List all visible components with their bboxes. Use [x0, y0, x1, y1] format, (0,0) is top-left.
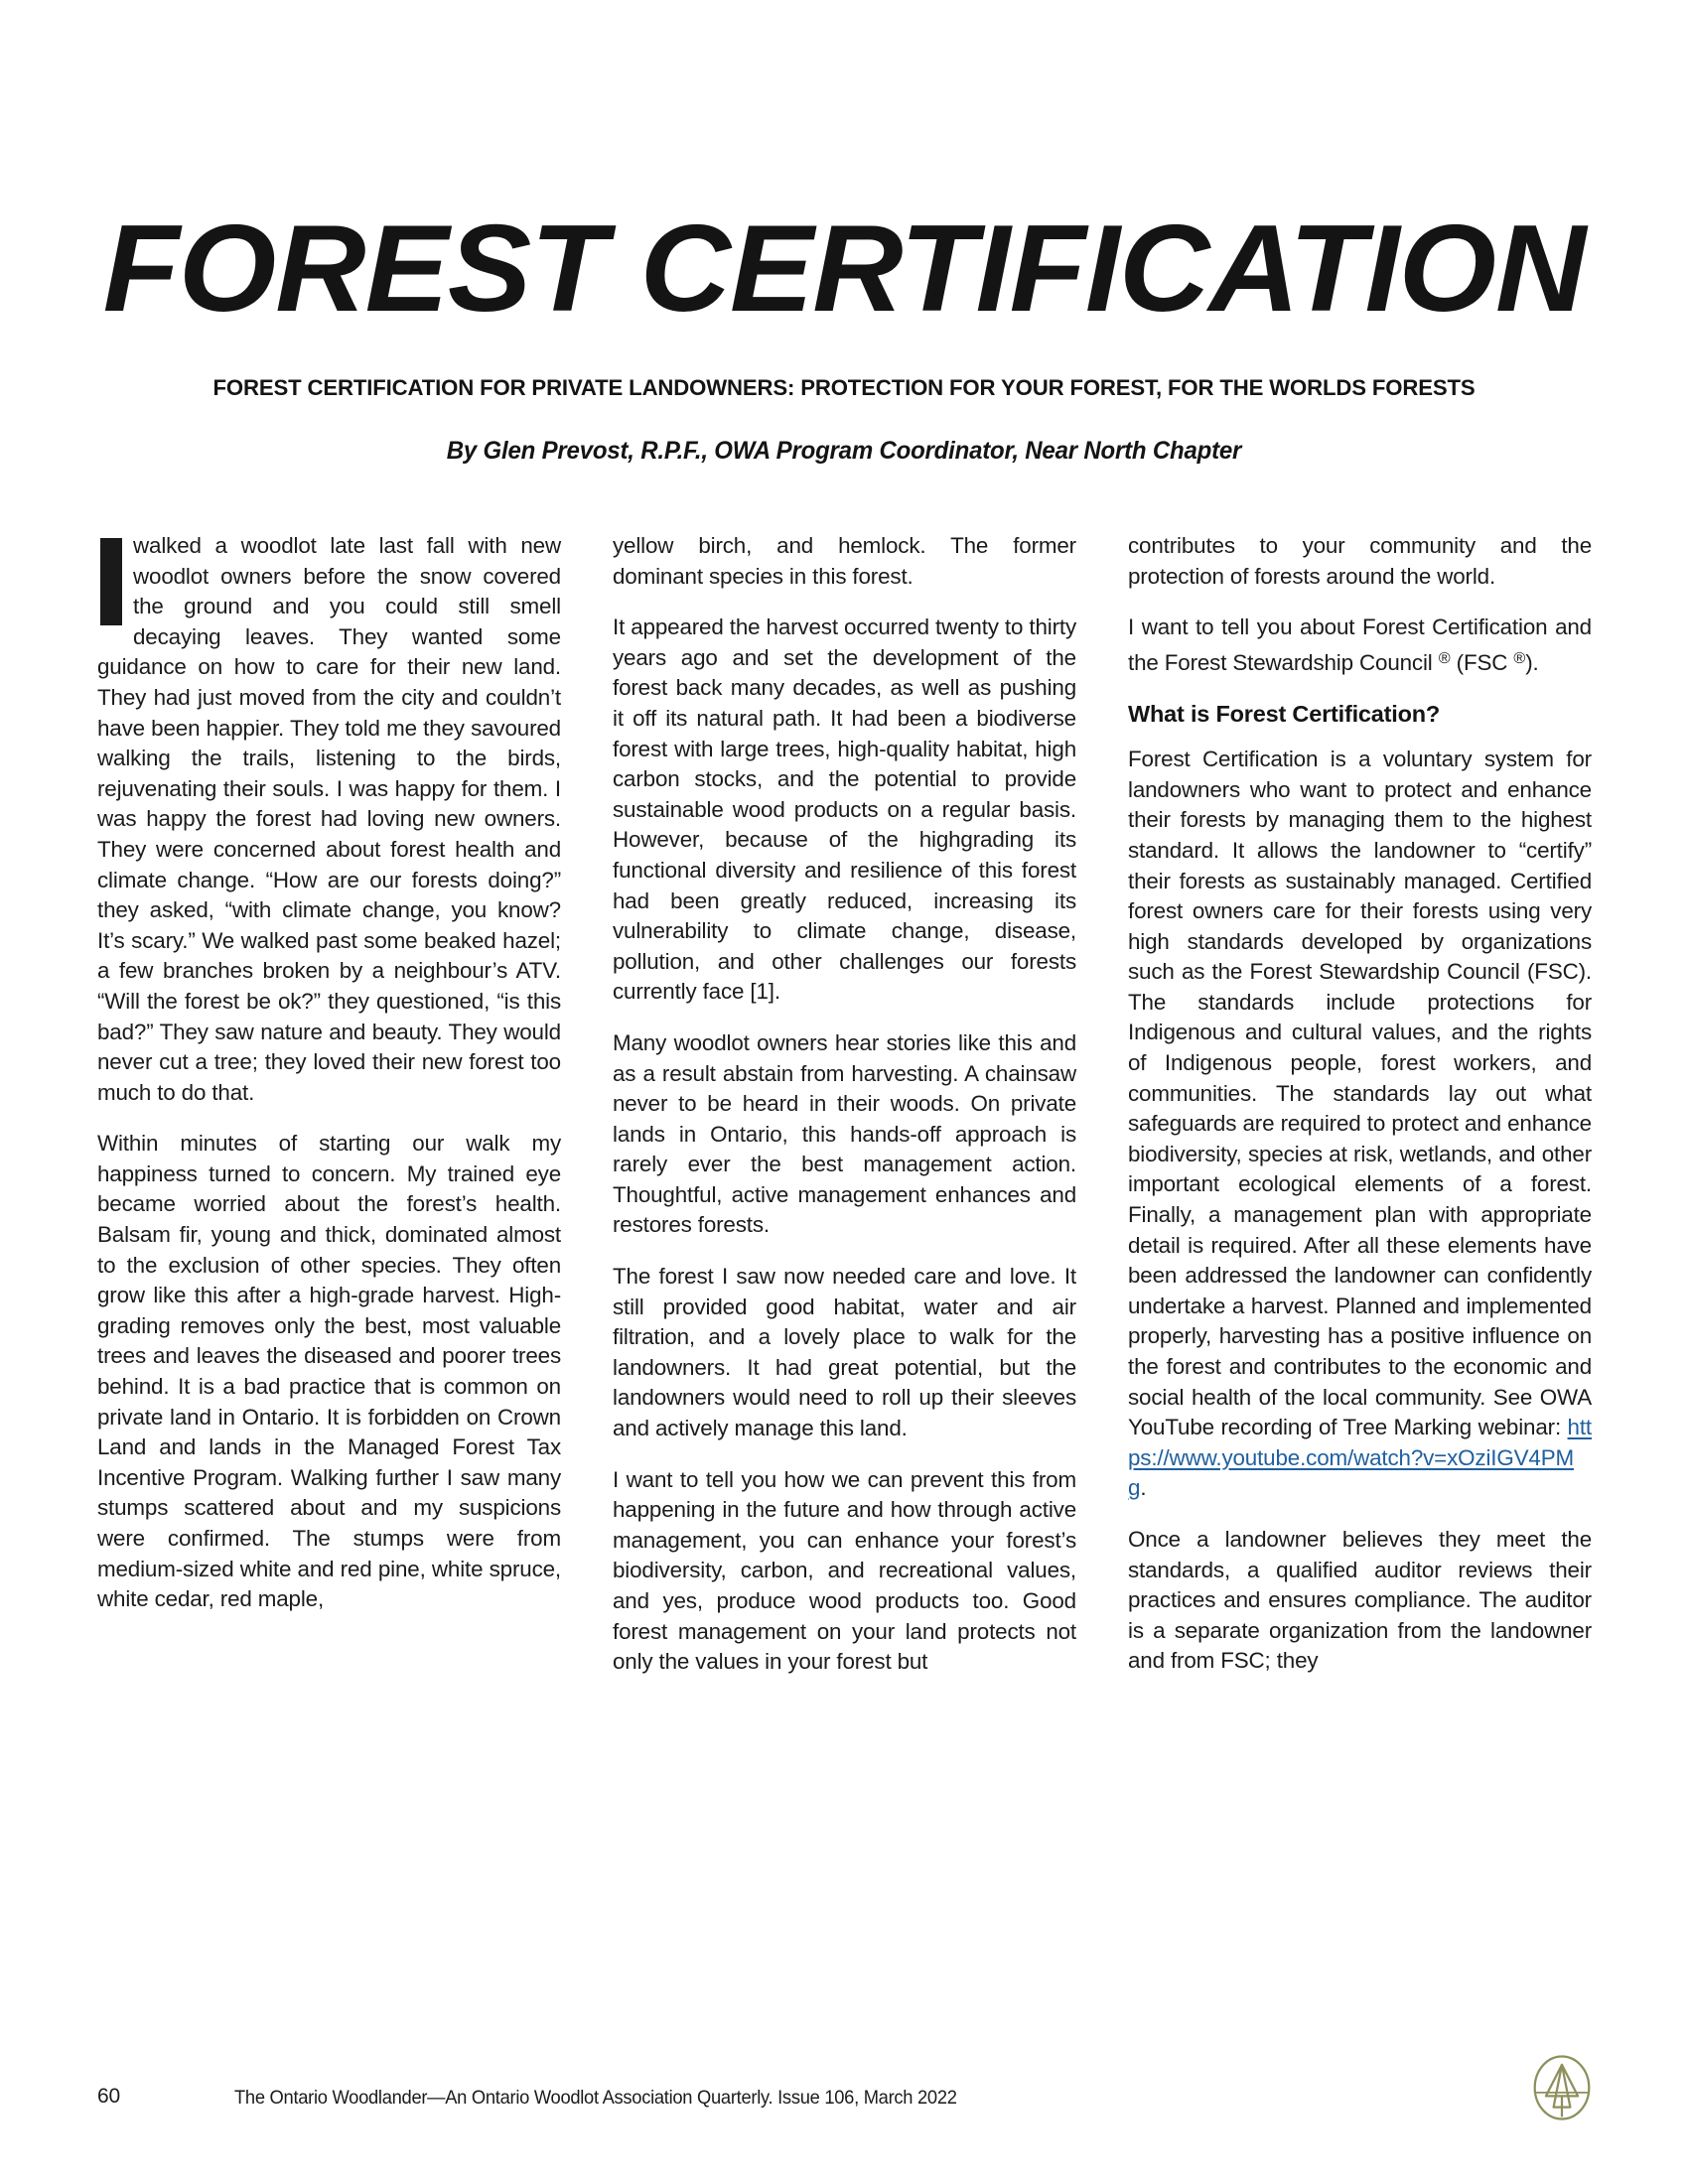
owa-tree-logo-icon [1527, 2053, 1597, 2122]
section-subheading: What is Forest Certification? [1128, 701, 1441, 728]
masthead [0, 201, 1688, 466]
paragraph-fsc [1128, 613, 1592, 678]
page-number: 60 [97, 2085, 120, 2108]
paragraph: yellow birch, and hemlock. The former dominant species in this forest. [613, 533, 1076, 589]
column-1 [97, 531, 561, 1985]
paragraph: I want to tell you how we can prevent this from happening in the future and how through active management, you can enhance your forest’s biodiversity, carbon, and recreational values, and yes, produce wood products too. Good forest management on your land protects not only the values in your forest but [613, 1466, 1076, 1675]
page-title: FOREST CERTIFICATION [102, 201, 1586, 338]
paragraph-text: ). [1525, 649, 1539, 675]
paragraph-text: (FSC [1450, 649, 1514, 675]
paragraph-opening [97, 531, 561, 1108]
paragraph: Once a landowner believes they meet the standards, a qualified auditor reviews their practices and ensures compliance. The auditor is a separate organization from the landowner and from FSC; they [1128, 1526, 1592, 1674]
article-byline: By Glen Prevost, R.P.F., OWA Program Coordinator, Near North Chapter [446, 437, 1242, 466]
article-deck: FOREST CERTIFICATION FOR PRIVATE LANDOWNERS: PROTECTION FOR YOUR FOREST, FOR THE WORLDS FORESTS [212, 375, 1476, 401]
registered-trademark-icon: ® [1438, 648, 1451, 667]
column-3 [1128, 531, 1592, 1985]
column-2 [613, 531, 1076, 1985]
registered-trademark-icon: ® [1513, 648, 1526, 667]
paragraph-text: . [1140, 1475, 1147, 1501]
paragraph-with-link [1128, 745, 1592, 1504]
paragraph-text: Forest Certification is a voluntary system for landowners who want to protect and enhance their forests by managing them to the highest standard. It allows the landowner to “certify” their forests as sustainably managed. Certified forest owners care for their forests using very high standards developed by organizations such as the Forest Stewardship Council (FSC). The standards include protections for Indigenous and cultural values, and the rights of Indigenous people, forest workers, and communities. The standards lay out what safeguards are required to protect and enhance biodiversity, species at risk, wetlands, and other important ecological elements of a forest. Finally, a management plan with appropriate detail is required. After all these elements have been addressed the landowner can confidently undertake a harvest. Planned and implemented properly, harvesting has a positive influence on the forest and contributes to the economic and social health of the local community. See OWA YouTube recording of Tree Marking webinar: [1128, 747, 1592, 1440]
article-body [97, 531, 1592, 1985]
paragraph: contributes to your community and the protection of forests around the world. [1128, 533, 1592, 589]
paragraph-text: I want to tell you about Forest Certification and the Forest Stewardship Council [1128, 614, 1592, 675]
paragraph-text: walked a woodlot late last fall with new woodlot owners before the snow covered the ground and you could still smell decaying leaves. They wanted some guidance on how to care for their new land. They had just moved from the city and couldn’t have been happier. They told me they savoured walking the trails, listening to the birds, rejuvenating their souls. I was happy for them. I was happy the forest had loving new owners. They were concerned about forest health and climate change. “How are our forests doing?” they asked, “with climate change, you know? It’s scary.” We walked past some beaked hazel; a few branches broken by a neighbour’s ATV. “Will the forest be ok?” they questioned, “is this bad?” They saw nature and beauty. They would never cut a tree; they loved their new forest too much to do that. [97, 533, 561, 1105]
publication-line: The Ontario Woodlander—An Ontario Woodlot Association Quarterly. Issue 106, March 2022 [234, 2087, 957, 2109]
drop-cap-letter [100, 538, 122, 625]
page-footer [0, 2035, 1688, 2184]
paragraph: It appeared the harvest occurred twenty to thirty years ago and set the development of the forest back many decades, as well as pushing it off its natural path. It had been a biodiverse forest with large trees, high-quality habitat, high carbon stocks, and the potential to provide sustainable wood products on a regular basis. However, because of the highgrading its functional diversity and resilience of this forest had been greatly reduced, increasing its vulnerability to climate change, disease, pollution, and other challenges our forests currently face [1]. [613, 614, 1076, 1005]
paragraph: Within minutes of starting our walk my happiness turned to concern. My trained eye became worried about the forest’s health. Balsam fir, young and thick, dominated almost to the exclusion of other species. They often grow like this after a high-grade harvest. High-grading removes only the best, most valuable trees and leaves the diseased and poorer trees behind. It is a bad practice that is common on private land in Ontario. It is forbidden on Crown Land and lands in the Managed Forest Tax Incentive Program. Walking further I saw many stumps scattered about and my suspicions were confirmed. The stumps were from medium-sized white and red pine, white spruce, white cedar, red maple, [97, 1131, 561, 1612]
paragraph: The forest I saw now needed care and love. It still provided good habitat, water and air filtration, and a lovely place to walk for the landowners. It had great potential, but the landowners would need to roll up their sleeves and actively manage this land. [613, 1264, 1076, 1441]
paragraph: Many woodlot owners hear stories like this and as a result abstain from harvesting. A chainsaw never to be heard in their woods. On private lands in Ontario, this hands-off approach is rarely ever the best management action. Thoughtful, active management enhances and restores forests. [613, 1029, 1076, 1238]
youtube-webinar-link[interactable]: https://www.youtube.com/watch?v=xOziIGV4PMg [1128, 1415, 1592, 1501]
